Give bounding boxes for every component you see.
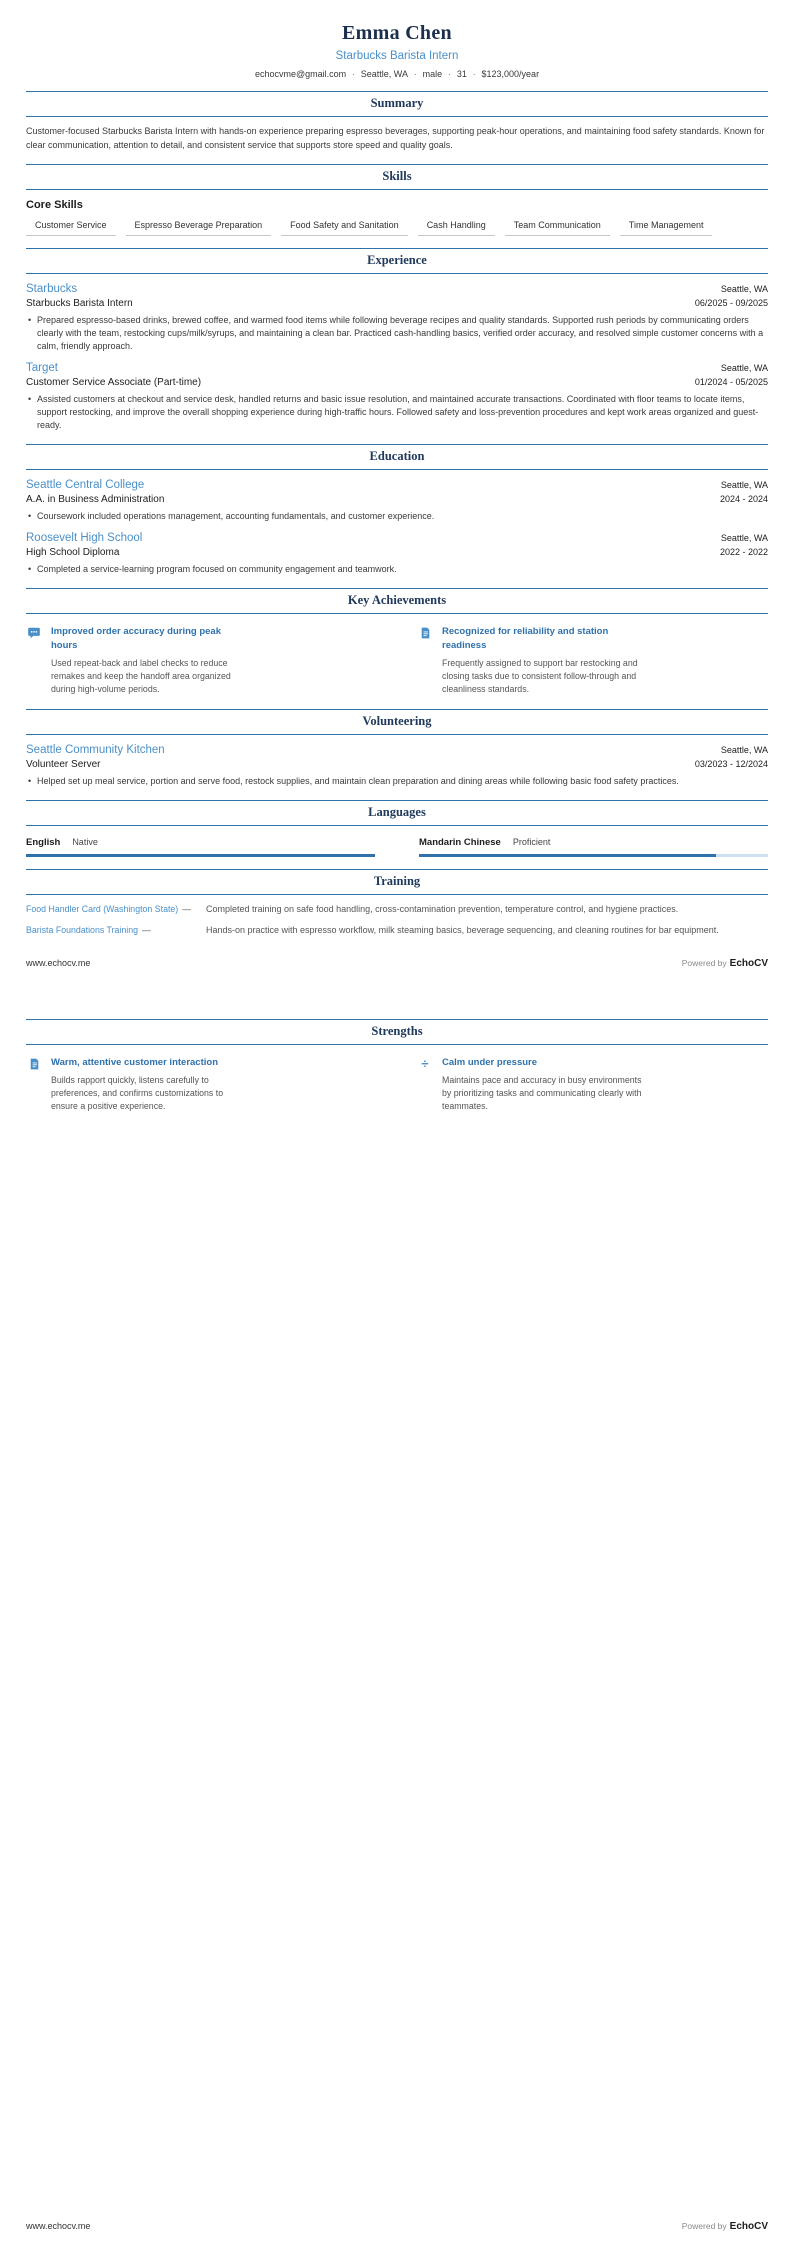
summary-heading: Summary [26, 91, 768, 117]
divide-icon: ÷ [421, 1055, 429, 1071]
company-name: Target [26, 362, 58, 375]
training-title-cell [26, 924, 196, 937]
entry-sub-row [26, 547, 768, 558]
strengths-heading: Strengths [26, 1019, 768, 1045]
entry-header-row [26, 479, 768, 491]
contact-location: Seattle, WA [360, 69, 408, 79]
achievement-body [51, 625, 251, 696]
school-name: Roosevelt High School [26, 532, 143, 545]
languages-section [26, 800, 768, 857]
entry-header-row [26, 283, 768, 295]
language-level: Native [72, 836, 98, 847]
language-proficiency-bar [26, 854, 375, 857]
entry-header-row [26, 744, 768, 756]
skills-section [26, 164, 768, 236]
training-item [26, 924, 768, 937]
organization-name: Seattle Community Kitchen [26, 743, 165, 756]
training-section [26, 869, 768, 937]
volunteer-role: Volunteer Server [26, 758, 101, 770]
brand-name: EchoCV [729, 2221, 768, 2232]
powered-by-text: Powered by [681, 2221, 727, 2231]
skill-tag: Customer Service [26, 218, 116, 236]
achievement-body [442, 625, 642, 696]
site-link[interactable]: www.echocv.me [26, 2221, 91, 2231]
education-entry [26, 532, 768, 576]
job-role: Starbucks Barista Intern [26, 298, 133, 309]
achievement-desc: Used repeat-back and label checks to reduce remakes and keep the handoff area organized during high-volume periods. [51, 657, 231, 695]
em-dash: — [141, 924, 151, 935]
school-name: Seattle Central College [26, 479, 145, 492]
job-role: Customer Service Associate (Part-time) [26, 377, 202, 389]
skill-tag: Food Safety and Sanitation [281, 218, 408, 236]
document-icon [26, 1056, 42, 1114]
skills-heading: Skills [26, 164, 768, 190]
powered-by [682, 2216, 768, 2234]
company-name: Starbucks [26, 283, 78, 295]
language-proficiency-fill [419, 854, 716, 857]
language-proficiency-bar [419, 854, 768, 857]
skill-tag: Time Management [620, 218, 713, 236]
separator-dot: · [413, 70, 417, 79]
site-link[interactable]: www.echocv.me [26, 957, 91, 968]
company-location: Seattle, WA [720, 284, 768, 294]
language-name: English [26, 836, 61, 848]
page-footer [26, 953, 768, 971]
school-location: Seattle, WA [720, 533, 768, 544]
bullet-item: • Coursework included operations management, accounting fundamentals, and customer experience. [26, 510, 768, 523]
entry-bullets [26, 775, 768, 788]
training-desc: Completed training on safe food handling, cross-contamination prevention, temperature control, and hygiene practices. [206, 903, 679, 914]
language-line [26, 837, 375, 848]
degree-name: High School Diploma [26, 547, 120, 559]
skill-tag: Team Communication [505, 218, 610, 236]
strength-item [26, 1056, 377, 1114]
entry-sub-row [26, 759, 768, 770]
training-title: Food Handler Card (Washington State) [26, 903, 179, 914]
language-proficiency-fill [26, 854, 375, 857]
brand-name: EchoCV [729, 957, 768, 969]
bullet-item: • Prepared espresso-based drinks, brewed coffee, and warmed food items while following beverage recipes and quality standards. Supported rush periods by communicating orders clearly with the team, restocking cups/milk/syrups, and maintaining a clean bar. Practiced cash-handling basics, verified order accuracy, and resolved simple customer concerns with a calm, friendly approach. [26, 314, 768, 353]
page-footer [26, 2216, 768, 2234]
entry-sub-row [26, 494, 768, 505]
achievement-title: Improved order accuracy during peak hours [51, 626, 222, 651]
powered-by-text: Powered by [681, 957, 727, 968]
achievements-grid [26, 625, 768, 696]
languages-heading: Languages [26, 800, 768, 826]
bullet-item: • Completed a service-learning program focused on community engagement and teamwork. [26, 563, 768, 576]
contact-salary: $123,000/year [481, 69, 540, 79]
bullet-item: • Helped set up meal service, portion and serve food, restock supplies, and maintain clean preparation and dining areas while following basic food safety practices. [26, 775, 768, 788]
strength-desc: Builds rapport quickly, listens carefully to preferences, and confirms customizations to ensure a positive experience. [51, 1074, 224, 1112]
language-name: Mandarin Chinese [419, 836, 501, 848]
entry-bullets [26, 563, 768, 576]
powered-by [682, 953, 768, 971]
language-level: Proficient [512, 836, 551, 847]
volunteering-section [26, 709, 768, 788]
company-location: Seattle, WA [720, 363, 768, 374]
job-dates: 01/2024 - 05/2025 [694, 377, 768, 388]
achievements-heading: Key Achievements [26, 588, 768, 614]
education-heading: Education [26, 444, 768, 470]
education-entry [26, 479, 768, 523]
contact-line [26, 69, 768, 79]
skill-tag: Espresso Beverage Preparation [126, 218, 272, 236]
skills-list [26, 218, 768, 236]
entry-bullets [26, 314, 768, 353]
organization-location: Seattle, WA [720, 744, 768, 755]
person-job-title: Starbucks Barista Intern [335, 50, 459, 62]
skill-tag: Cash Handling [418, 218, 495, 236]
experience-heading: Experience [26, 248, 768, 274]
job-dates: 06/2025 - 09/2025 [694, 298, 768, 308]
experience-entry [26, 283, 768, 353]
training-title: Barista Foundations Training [26, 924, 138, 935]
strength-item [417, 1056, 768, 1114]
language-line [419, 837, 768, 848]
volunteering-entry [26, 744, 768, 788]
contact-gender: male [422, 69, 443, 79]
em-dash: — [182, 903, 192, 914]
training-title-cell [26, 903, 196, 916]
summary-text: Customer-focused Starbucks Barista Intern with hands-on experience preparing espresso beverages, supporting peak-hour operations, and maintaining food safety standards. Known for clear communication, attention to detail, and consistent service that supports store speed and quality goals. [26, 126, 765, 150]
entry-header-row [26, 532, 768, 544]
separator-dot: · [472, 70, 476, 79]
strength-desc: Maintains pace and accuracy in busy environments by prioritizing tasks and communicating clearly with teammates. [442, 1074, 642, 1112]
achievement-title: Recognized for reliability and station readiness [442, 626, 609, 651]
strength-title: Warm, attentive customer interaction [51, 1056, 218, 1068]
bullet-item: • Assisted customers at checkout and service desk, handled returns and basic issue resolution, and maintained accurate transactions. Coordinated with floor teams to locate items, support restocking, and improve the overall shopping experience during high-traffic hours. Followed safety and loss-prevention procedures and kept work areas organized and guest-ready. [26, 393, 768, 432]
strengths-section [26, 1019, 768, 1114]
school-location: Seattle, WA [720, 480, 768, 491]
entry-sub-row [26, 377, 768, 388]
education-section [26, 444, 768, 576]
strength-title: Calm under pressure [442, 1056, 538, 1068]
achievements-section [26, 588, 768, 696]
degree-name: A.A. in Business Administration [26, 494, 165, 506]
strengths-grid [26, 1056, 768, 1114]
language-item [26, 837, 375, 857]
separator-dot: · [448, 70, 451, 79]
summary-section [26, 91, 768, 152]
achievement-item [417, 625, 768, 696]
experience-section [26, 248, 768, 432]
volunteering-heading: Volunteering [26, 709, 768, 735]
contact-age: 31 [456, 69, 467, 79]
entry-sub-row [26, 298, 768, 309]
training-heading: Training [26, 869, 768, 895]
experience-entry [26, 362, 768, 432]
contact-email[interactable]: echocvme@gmail.com [254, 69, 347, 79]
resume-content [0, 0, 794, 1114]
speech-bubble-icon [26, 625, 42, 696]
entry-bullets [26, 393, 768, 432]
achievement-item [26, 625, 377, 696]
volunteer-dates: 03/2023 - 12/2024 [694, 758, 768, 769]
separator-dot: · [352, 70, 355, 79]
training-item [26, 903, 768, 916]
strength-body [442, 1056, 642, 1114]
achievement-desc: Frequently assigned to support bar restocking and closing tasks due to consistent follow-through and cleanliness standards. [442, 657, 638, 695]
strength-body [51, 1056, 251, 1114]
degree-dates: 2022 - 2022 [719, 547, 768, 558]
degree-dates: 2024 - 2024 [719, 494, 768, 505]
training-desc: Hands-on practice with espresso workflow, milk steaming basics, beverage sequencing, and cleaning routines for bar equipment. [206, 924, 719, 935]
entry-bullets [26, 510, 768, 523]
document-icon [417, 625, 433, 696]
entry-header-row [26, 362, 768, 374]
person-name: Emma Chen [342, 22, 452, 44]
skills-group-title: Core Skills [26, 199, 83, 211]
resume-header [26, 22, 768, 79]
languages-grid [26, 837, 768, 857]
language-item [419, 837, 768, 857]
